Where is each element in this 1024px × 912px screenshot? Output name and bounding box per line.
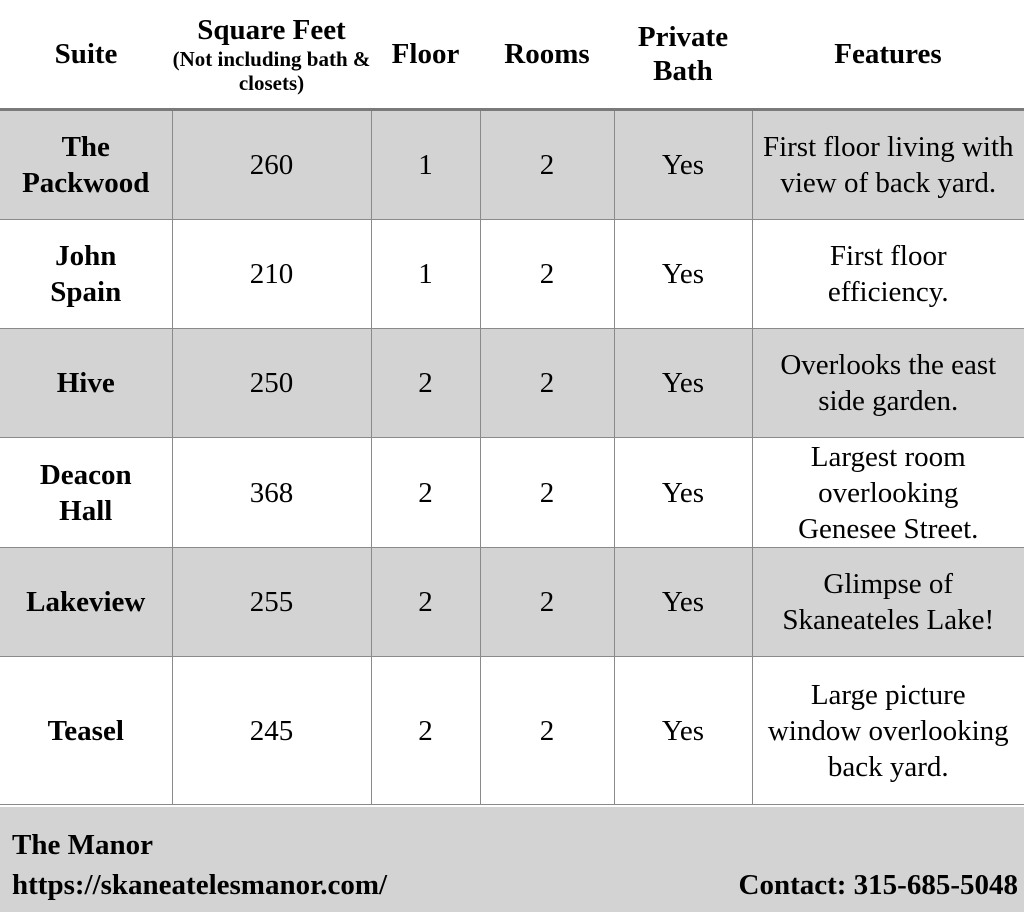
rooms-cell: 2 [480, 548, 614, 657]
suite-name: Lakeview [0, 548, 172, 657]
features-cell: Large picture window overlooking back yard. [752, 657, 1024, 805]
features-cell: Overlooks the east side garden. [752, 329, 1024, 438]
square-feet-cell: 250 [172, 329, 371, 438]
rooms-cell: 2 [480, 657, 614, 805]
private-bath-cell: Yes [614, 548, 752, 657]
square-feet-cell: 255 [172, 548, 371, 657]
square-feet-cell: 368 [172, 438, 371, 548]
private-bath-cell: Yes [614, 329, 752, 438]
organization-name: The Manor [12, 829, 153, 861]
private-bath-cell: Yes [614, 110, 752, 220]
header-square-feet [172, 0, 371, 110]
features-cell: First floor efficiency. [752, 220, 1024, 329]
rooms-cell: 2 [480, 438, 614, 548]
table-row [0, 548, 1024, 657]
header-row [0, 0, 1024, 110]
square-feet-cell: 210 [172, 220, 371, 329]
header-private-bath: Private Bath [614, 0, 752, 110]
table-body [0, 110, 1024, 805]
floor-cell: 2 [371, 657, 480, 805]
header-suite: Suite [0, 0, 172, 110]
square-feet-cell: 245 [172, 657, 371, 805]
floor-cell: 2 [371, 548, 480, 657]
floor-cell: 1 [371, 220, 480, 329]
footer-bar [0, 807, 1024, 912]
rooms-cell: 2 [480, 329, 614, 438]
suite-name: John Spain [0, 220, 172, 329]
floor-cell: 2 [371, 438, 480, 548]
suite-name: Deacon Hall [0, 438, 172, 548]
header-square-feet-main: Square Feet [197, 14, 346, 46]
rooms-cell: 2 [480, 110, 614, 220]
contact-phone: Contact: 315-685-5048 [738, 869, 1018, 901]
website-link[interactable]: https://skaneatelesmanor.com/ [12, 869, 388, 901]
header-square-feet-note: (Not including bath & closets) [172, 47, 371, 95]
table-row [0, 110, 1024, 220]
header-features: Features [752, 0, 1024, 110]
header-floor: Floor [371, 0, 480, 110]
square-feet-cell: 260 [172, 110, 371, 220]
table-row [0, 657, 1024, 805]
features-cell: Largest room overlooking Genesee Street. [752, 438, 1024, 548]
private-bath-cell: Yes [614, 438, 752, 548]
suite-name: Teasel [0, 657, 172, 805]
floor-cell: 2 [371, 329, 480, 438]
rooms-cell: 2 [480, 220, 614, 329]
table-row [0, 438, 1024, 548]
suite-name: Hive [0, 329, 172, 438]
table-row [0, 329, 1024, 438]
features-cell: Glimpse of Skaneateles Lake! [752, 548, 1024, 657]
private-bath-cell: Yes [614, 220, 752, 329]
private-bath-cell: Yes [614, 657, 752, 805]
header-rooms: Rooms [480, 0, 614, 110]
floor-cell: 1 [371, 110, 480, 220]
features-cell: First floor living with view of back yard. [752, 110, 1024, 220]
table-header [0, 0, 1024, 110]
suite-name: The Packwood [0, 110, 172, 220]
table-row [0, 220, 1024, 329]
